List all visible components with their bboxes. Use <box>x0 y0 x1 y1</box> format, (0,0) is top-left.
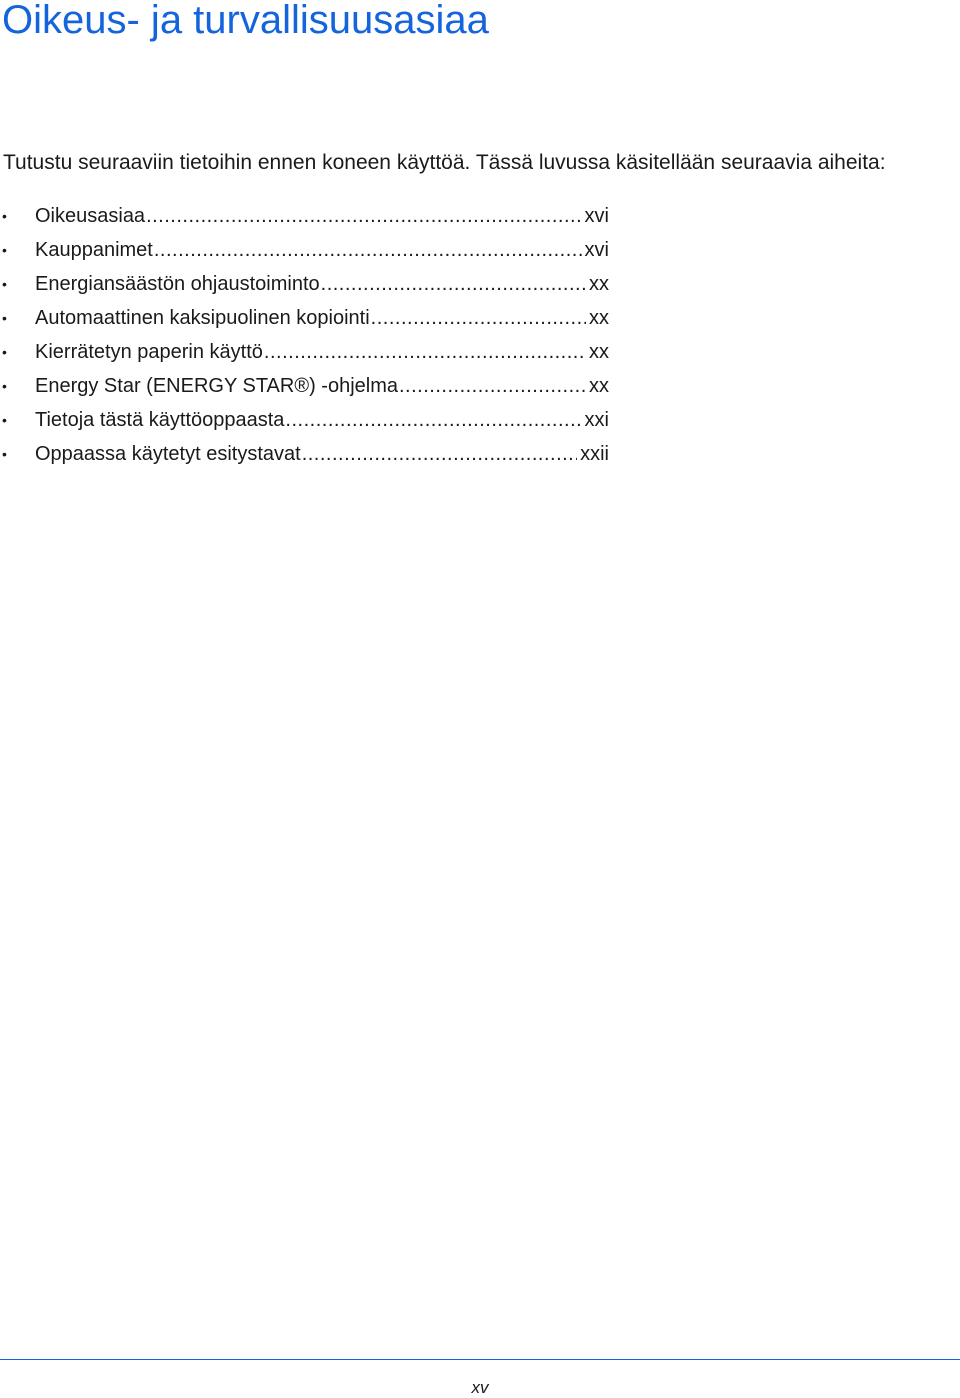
toc-entry-page[interactable]: xx <box>589 273 609 295</box>
toc-item-esitystavat[interactable] <box>0 438 620 472</box>
dot-leader <box>399 370 586 402</box>
toc-item-oikeusasiaa[interactable] <box>0 200 620 234</box>
toc-entry[interactable] <box>35 200 609 232</box>
dot-leader <box>154 234 582 266</box>
page-title: Oikeus- ja turvallisuusasiaa <box>2 0 489 42</box>
bullet-icon: • <box>2 276 7 292</box>
toc-entry-page[interactable]: xxi <box>584 409 609 431</box>
toc-item-kauppanimet[interactable] <box>0 234 620 268</box>
toc-entry[interactable] <box>35 438 609 470</box>
toc-entry-page[interactable]: xvi <box>584 239 609 261</box>
bullet-icon: • <box>2 412 7 428</box>
toc-entry-title[interactable]: Automaattinen kaksipuolinen kopiointi <box>35 307 370 329</box>
toc-entry-title[interactable]: Energiansäästön ohjaustoiminto <box>35 273 320 295</box>
dot-leader <box>371 302 586 334</box>
dot-leader <box>302 438 577 470</box>
toc-entry-title[interactable]: Oppaassa käytetyt esitystavat <box>35 443 301 465</box>
toc-entry-page[interactable]: xxii <box>580 443 609 465</box>
toc-entry[interactable] <box>35 234 609 266</box>
dot-leader <box>146 200 581 232</box>
toc-item-energy-star[interactable] <box>0 370 620 404</box>
toc-entry-title[interactable]: Kierrätetyn paperin käyttö <box>35 341 263 363</box>
bullet-icon: • <box>2 310 7 326</box>
toc-entry[interactable] <box>35 302 609 334</box>
toc-item-kayttoopas[interactable] <box>0 404 620 438</box>
footer-divider <box>0 1359 960 1360</box>
toc-entry-title[interactable]: Energy Star (ENERGY STAR®) -ohjelma <box>35 375 398 397</box>
bullet-icon: • <box>2 208 7 224</box>
dot-leader <box>285 404 581 436</box>
toc-entry[interactable] <box>35 268 609 300</box>
toc-item-kaksipuolinen-kopiointi[interactable] <box>0 302 620 336</box>
intro-text: Tutustu seuraaviin tietoihin ennen koneen käyttöä. Tässä luvussa käsitellään seuraavia aiheita: <box>3 151 886 174</box>
dot-leader <box>264 336 586 368</box>
toc-entry[interactable] <box>35 404 609 436</box>
toc-entry-title[interactable]: Oikeusasiaa <box>35 205 146 227</box>
toc-entry-page[interactable]: xx <box>589 341 609 363</box>
bullet-icon: • <box>2 344 7 360</box>
toc-entry[interactable] <box>35 336 609 368</box>
toc-entry-page[interactable]: xvi <box>584 205 609 227</box>
toc-item-kierratetty-paperi[interactable] <box>0 336 620 370</box>
toc-entry-page[interactable]: xx <box>589 307 609 329</box>
toc-item-energiansaasto[interactable] <box>0 268 620 302</box>
toc-entry[interactable] <box>35 370 609 402</box>
page-number: xv <box>471 1378 489 1397</box>
toc-entry-title[interactable]: Tietoja tästä käyttöoppaasta <box>35 409 285 431</box>
table-of-contents <box>0 200 620 472</box>
toc-entry-page[interactable]: xx <box>589 375 609 397</box>
toc-entry-title[interactable]: Kauppanimet <box>35 239 153 261</box>
bullet-icon: • <box>2 242 7 258</box>
dot-leader <box>321 268 586 300</box>
bullet-icon: • <box>2 446 7 462</box>
bullet-icon: • <box>2 378 7 394</box>
